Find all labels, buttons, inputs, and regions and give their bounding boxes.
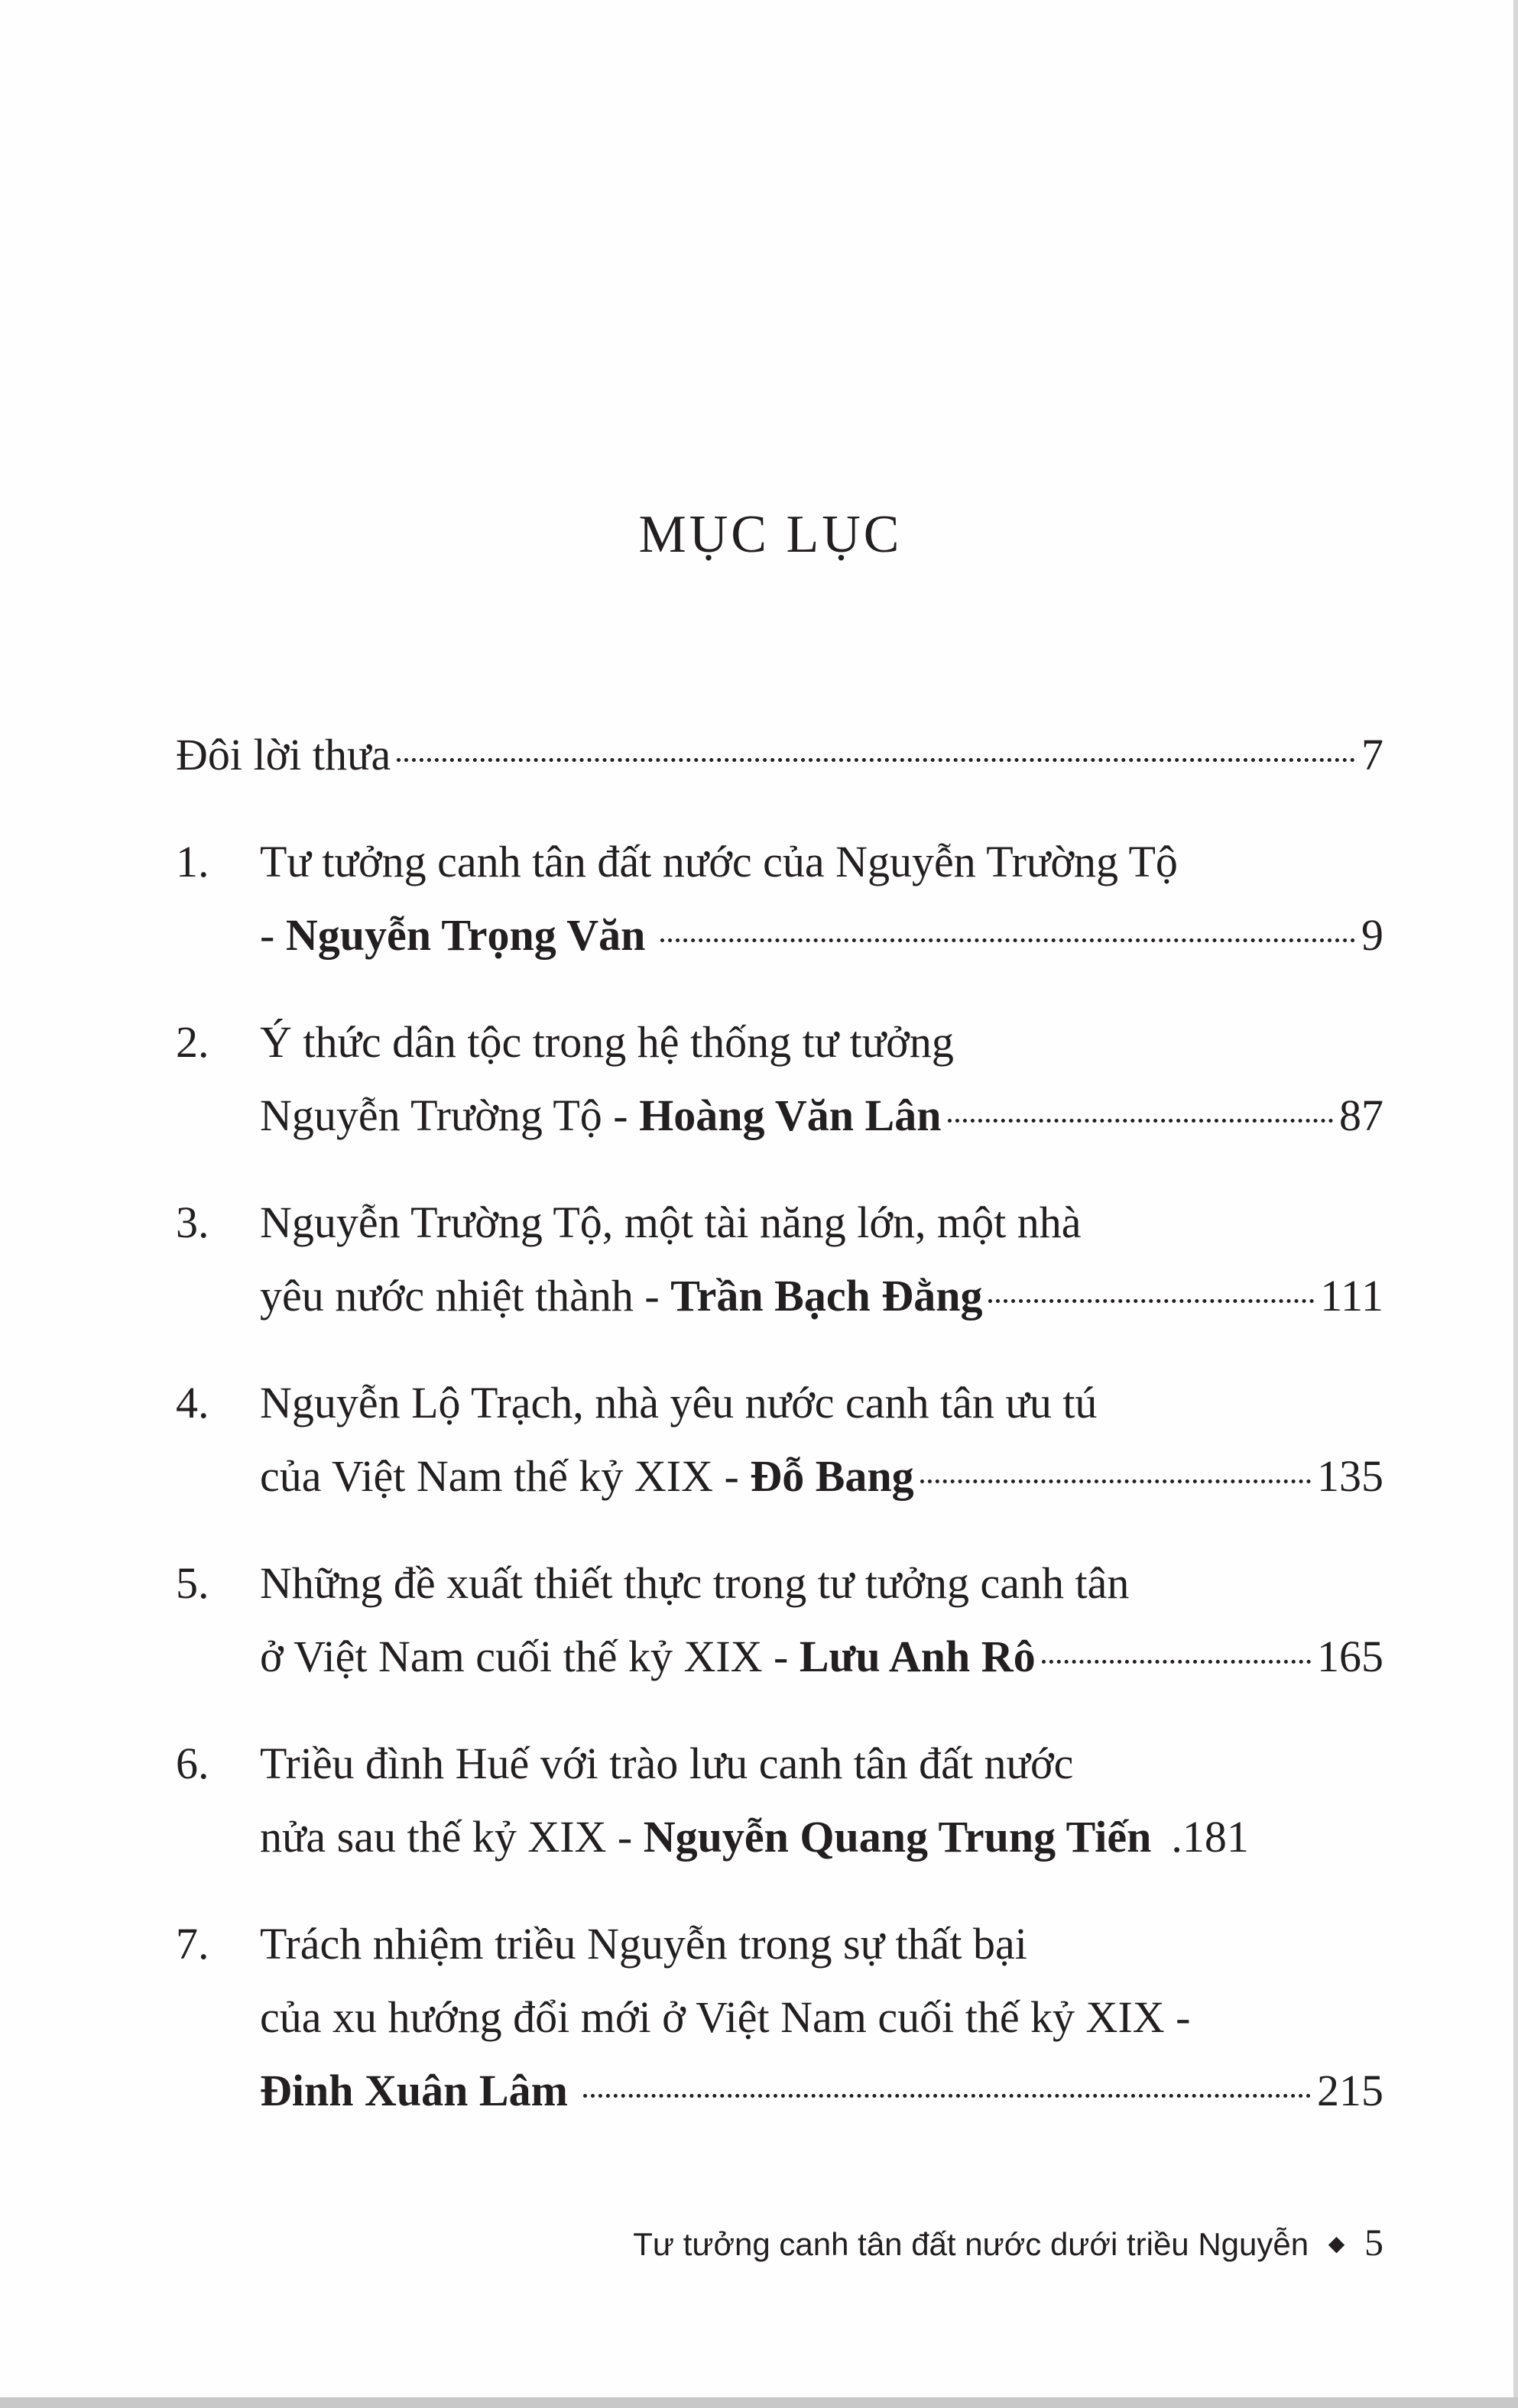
page-edge bbox=[1513, 0, 1518, 2408]
toc-entry-text: Ý thức dân tộc trong hệ thống tư tưởng bbox=[260, 1017, 954, 1067]
toc-line bbox=[176, 1727, 1383, 1800]
toc-entry-number: 4. bbox=[176, 1378, 209, 1428]
dot-leader bbox=[583, 2094, 1311, 2098]
toc-page-number: 135 bbox=[1317, 1451, 1383, 1501]
toc-page-number: 87 bbox=[1339, 1091, 1383, 1140]
toc-line bbox=[176, 1981, 1383, 2054]
dot-leader bbox=[920, 1479, 1311, 1483]
footer-book-title: Tư tưởng canh tân đất nước dưới triều Nguyễn bbox=[633, 2226, 1309, 2262]
page-title: MỤC LỤC bbox=[638, 505, 903, 564]
footer-page-number: 5 bbox=[1364, 2221, 1383, 2264]
toc-line bbox=[176, 1079, 1383, 1152]
toc-entry-1[interactable] bbox=[176, 825, 1383, 972]
toc-entry-text: của Việt Nam thế kỷ XIX - bbox=[260, 1451, 751, 1501]
page-bottom-edge bbox=[0, 2397, 1518, 2408]
toc-page-number: 165 bbox=[1317, 1632, 1383, 1681]
dot-leader bbox=[660, 938, 1355, 942]
dot-leader bbox=[948, 1119, 1333, 1123]
toc-entry-number: 6. bbox=[176, 1739, 209, 1788]
toc-entry-number: 7. bbox=[176, 1919, 209, 1969]
toc-line bbox=[176, 1620, 1383, 1693]
toc-line bbox=[176, 2054, 1383, 2128]
toc-entry-2[interactable] bbox=[176, 1006, 1383, 1152]
dot-leader bbox=[988, 1299, 1314, 1303]
toc-line bbox=[176, 825, 1383, 899]
toc-entry-5[interactable] bbox=[176, 1547, 1383, 1693]
table-of-contents bbox=[176, 718, 1383, 2161]
toc-entry-number: 1. bbox=[176, 837, 209, 886]
toc-entry-4[interactable] bbox=[176, 1366, 1383, 1513]
toc-entry-foreword[interactable] bbox=[176, 718, 1383, 792]
toc-entry-author: Nguyễn Quang Trung Tiến bbox=[643, 1812, 1152, 1862]
diamond-separator-icon: ◆ bbox=[1328, 2231, 1345, 2255]
toc-entry-author: Đinh Xuân Lâm bbox=[260, 2066, 568, 2115]
toc-entry-text: Nguyễn Lộ Trạch, nhà yêu nước canh tân ưu tú bbox=[260, 1378, 1098, 1428]
toc-line bbox=[176, 1006, 1383, 1079]
running-footer bbox=[0, 2220, 1383, 2264]
toc-page-number: 7 bbox=[1361, 730, 1383, 779]
toc-entry-text: của xu hướng đổi mới ở Việt Nam cuối thế kỷ XIX - bbox=[260, 1992, 1191, 2042]
toc-line bbox=[176, 1186, 1383, 1259]
toc-line bbox=[176, 1907, 1383, 1981]
toc-line bbox=[176, 1440, 1383, 1513]
toc-entry-text: Những đề xuất thiết thực trong tư tưởng canh tân bbox=[260, 1558, 1130, 1608]
toc-line bbox=[176, 1547, 1383, 1620]
toc-line bbox=[176, 1800, 1383, 1874]
toc-entry-text: yêu nước nhiệt thành - bbox=[260, 1271, 671, 1321]
toc-entry-text: Nguyễn Trường Tộ, một tài năng lớn, một nhà bbox=[260, 1198, 1082, 1247]
toc-entry-author: Đỗ Bang bbox=[750, 1451, 914, 1501]
toc-page-number: 215 bbox=[1317, 2066, 1383, 2115]
toc-entry-author: Lưu Anh Rô bbox=[799, 1632, 1036, 1681]
toc-line bbox=[176, 1259, 1383, 1333]
toc-page-number: 9 bbox=[1361, 910, 1383, 960]
toc-entry-number: 2. bbox=[176, 1017, 209, 1067]
toc-entry-6[interactable] bbox=[176, 1727, 1383, 1874]
toc-entry-author: Hoàng Văn Lân bbox=[639, 1091, 942, 1140]
toc-entry-text: nửa sau thế kỷ XIX - bbox=[260, 1812, 644, 1862]
toc-entry-text: Tư tưởng canh tân đất nước của Nguyễn Trường Tộ bbox=[260, 837, 1178, 886]
toc-entry-7[interactable] bbox=[176, 1907, 1383, 2128]
toc-entry-text: Triều đình Huế với trào lưu canh tân đất nước bbox=[260, 1739, 1074, 1788]
toc-entry-author: Trần Bạch Đằng bbox=[670, 1271, 983, 1321]
toc-page-number: .181 bbox=[1171, 1812, 1249, 1862]
dot-leader bbox=[397, 758, 1355, 762]
toc-line bbox=[176, 1366, 1383, 1440]
toc-entry-author: Nguyễn Trọng Văn bbox=[285, 910, 646, 960]
toc-entry-number: 3. bbox=[176, 1198, 209, 1247]
dot-leader bbox=[1042, 1660, 1311, 1664]
toc-entry-text: ở Việt Nam cuối thế kỷ XIX - bbox=[260, 1632, 800, 1681]
toc-entry-3[interactable] bbox=[176, 1186, 1383, 1333]
toc-entry-text: Đôi lời thưa bbox=[176, 730, 391, 779]
toc-line bbox=[176, 899, 1383, 972]
toc-entry-text: - bbox=[260, 910, 286, 960]
toc-entry-text: Trách nhiệm triều Nguyễn trong sự thất bại bbox=[260, 1919, 1027, 1969]
toc-page-number: 111 bbox=[1320, 1271, 1383, 1321]
toc-entry-number: 5. bbox=[176, 1558, 209, 1608]
toc-entry-text: Nguyễn Trường Tộ - bbox=[260, 1091, 640, 1140]
